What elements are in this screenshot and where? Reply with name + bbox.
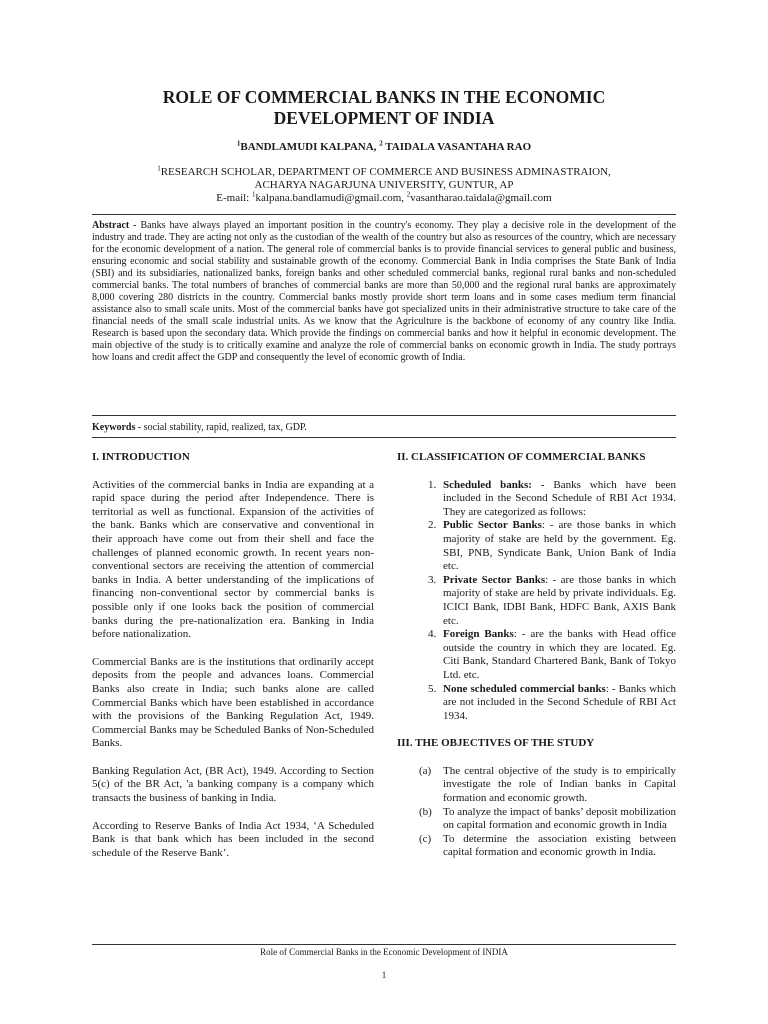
abstract-label: Abstract - [92, 220, 141, 231]
right-column [397, 451, 676, 860]
author-2-name: TAIDALA VASANTAHA RAO [382, 141, 532, 153]
email-1: kalpana.bandlamudi@gmail.com, [255, 192, 407, 204]
introduction-paragraph-3: Banking Regulation Act, (BR Act), 1949. According to Section 5(c) of the BR Act, 'a banking company is a company which transacts the business of banking in India. [92, 764, 374, 805]
classification-heading: II. CLASSIFICATION OF COMMERCIAL BANKS [397, 451, 646, 463]
list-item-text: : - are those banks in which majority of stake are held by private individuals. Eg. ICICI Bank, IDBI Bank, HDFC Bank, AXIS Bank etc. [443, 573, 676, 627]
list-item-text: Banks which have been included in the Second Schedule of RBI Act 1934. They are categorized as follows: [443, 478, 676, 518]
list-item-lead: Scheduled banks: - [443, 478, 554, 491]
list-item [439, 479, 676, 520]
title-line-2: DEVELOPMENT OF INDIA [273, 108, 495, 128]
left-column [92, 451, 374, 874]
list-item-text: : - Banks which are not included in the Second Schedule of RBI Act 1934. [443, 682, 676, 722]
running-footer: Role of Commercial Banks in the Economic Development of INDIA [260, 947, 508, 957]
author-list [90, 140, 678, 154]
list-item-lead: Private Sector Banks [443, 573, 546, 586]
objectives-list [397, 765, 676, 860]
email-1-marker: 1 [252, 190, 256, 199]
list-item-text: : - are the banks with Head office outside the country in which they are located. Eg. Citi Bank, Standard Chartered Bank, Bank of Tokyo Ltd. etc. [443, 628, 676, 681]
abstract-text: Banks have always played an important position in the country's economy. They play a decisive role in the development of the industry and trade. They are acting not only as the custodian of the wealth of the country but also as resources of the country, which are necessary for the economic development of a nation. The general role of commercial banks is to provide financial services to general public and business, ensuring economic and social stability and sustainable growth of the economy. Commercial Bank in India comprises the State Bank of India (SBI) and its subsidiaries, nationalized banks, foreign banks and other scheduled commercial banks, regional rural banks and non-scheduled commercial banks. The total numbers of branches of commercial banks are more than 50,000 and the regional rural banks are approximately 8,000 covering 280 districts in the country. Commercial banks mostly provide short term loans and in some cases medium term financial assistance also to small scale units. Most of the commercial banks have got specialized units in their administrative structure to take care of the financial needs of the small scale industrial units. As we know that the Agriculture is the backbone of economy of any country like India. Research is based upon the secondary data. Which provide the findings on commercial banks and how it helpful in economic development. The main objective of the study is to critically examine and analyze the role of commercial banks on economic growth in India. The study portrays how loans and credit affect the GDP and consequently the level of economic growth of India. [92, 220, 676, 363]
email-prefix: E-mail: [216, 192, 252, 204]
abstract [92, 220, 676, 364]
introduction-paragraph-4: According to Reserve Banks of India Act 1934, ‘A Scheduled Bank is that bank which has been included in the second schedule of the Reserve Bank’. [92, 819, 374, 859]
list-item-lead: Foreign Banks [443, 628, 514, 641]
list-item [439, 574, 676, 628]
keywords-text: social stability, rapid, realized, tax, GDP. [143, 422, 307, 433]
keywords-bottom-rule [92, 437, 676, 438]
author-2-marker: 2 [379, 139, 383, 148]
paper-title [90, 87, 678, 129]
list-item-marker: (a) [419, 764, 432, 777]
introduction-paragraph-1: Activities of the commercial banks in India are expanding at a rapid space during the period after Independence. There is territorial as well as functional. Expansion of the activities of the bank. Banks which are conservative and conventional in their approach have come out from their shell and face the challenges of planned economic growth. In recent years non-conventional sectors are receiving the attention of commercial banks in India. A better understanding of the implications of financing non-conventional sector by commercial banks is possible only if one looks back the position of commercial banks during the pre-nationalization era. Banking in India before nationalization. [92, 478, 374, 641]
introduction-paragraph-2: Commercial Banks are is the institutions that ordinarily accept deposits from the people and advances loans. Commercial Banks also create in India; such banks alone are called Commercial Banks which have been established in accordance with the provisions of the Banking Regulation Act, 1949. Commercial Banks may be Scheduled Banks of Non-Scheduled Banks. [92, 655, 374, 750]
list-item [397, 765, 676, 806]
objectives-heading: III. THE OBJECTIVES OF THE STUDY [397, 737, 595, 750]
classification-list [397, 479, 676, 724]
title-line-1: ROLE OF COMMERCIAL BANKS IN THE ECONOMIC [162, 87, 606, 107]
abstract-bottom-rule [92, 415, 676, 416]
page-number: 1 [381, 970, 387, 980]
list-item-lead: None scheduled commercial banks [443, 682, 606, 695]
affiliation-block [90, 166, 678, 205]
footer-rule [92, 944, 676, 945]
abstract-top-rule [92, 214, 676, 215]
introduction-heading: I. INTRODUCTION [92, 451, 190, 463]
list-item [397, 806, 676, 833]
list-item-text: : - are those banks in which majority of stake are held by the government. Eg. SBI, PNB, Syndicate Bank, Union Bank of India etc. [443, 519, 676, 573]
affiliation-marker: 1 [157, 164, 161, 173]
list-item-marker: (c) [419, 832, 432, 845]
keywords [92, 422, 676, 434]
list-item-text: To analyze the impact of banks’ deposit mobilization on capital formation and economic growth in India [443, 805, 676, 832]
list-item-text: To determine the association existing between capital formation and economic growth in India. [443, 832, 676, 859]
list-item-lead: Public Sector Banks [443, 519, 542, 532]
list-item [397, 833, 676, 860]
email-line [90, 192, 678, 205]
affiliation-line-1 [90, 166, 678, 179]
list-item [439, 519, 676, 573]
affiliation-line-2: ACHARYA NAGARJUNA UNIVERSITY, GUNTUR, AP [254, 179, 514, 191]
affiliation-department: RESEARCH SCHOLAR, DEPARTMENT OF COMMERCE AND BUSINESS ADMINASTRAION, [160, 166, 611, 178]
list-item-marker: (b) [419, 805, 432, 818]
author-1-name: BANDLAMUDI KALPANA, [240, 141, 380, 153]
list-item [439, 628, 676, 682]
list-item-text: The central objective of the study is to empirically investigate the role of Indian banks in Capital formation and economic growth. [443, 764, 676, 805]
keywords-label: Keywords - [92, 422, 144, 433]
author-1-marker: 1 [236, 139, 241, 148]
list-item [439, 683, 676, 724]
email-2-marker: 2 [406, 190, 411, 199]
email-2: vasantharao.taidala@gmail.com [410, 192, 552, 204]
